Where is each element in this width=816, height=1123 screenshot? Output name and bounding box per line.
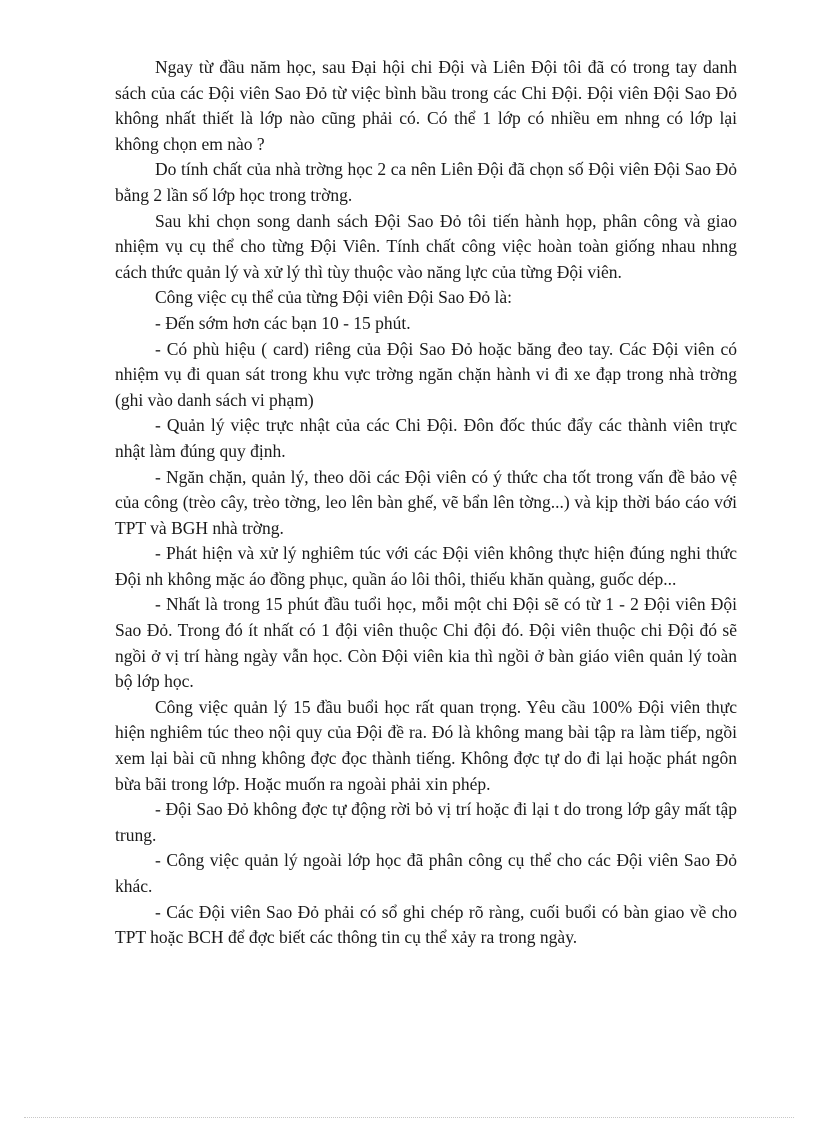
paragraph-11: Công việc quản lý 15 đầu buổi học rất quan trọng. Yêu cầu 100% Đội viên thực hiện nghiêm túc theo nội quy của Đội đề ra. Đó là không mang bài tập ra làm tiếp, ngồi xem lại bài cũ nhng không đợc đọc thành tiếng. Không đợc tự do đi lại hoặc phát ngôn bừa bãi trong lớp. Hoặc muốn ra ngoài phải xin phép. <box>115 696 737 794</box>
page-bottom-divider <box>24 1117 794 1118</box>
paragraph-6: - Có phù hiệu ( card) riêng của Đội Sao Đỏ hoặc băng đeo tay. Các Đội viên có nhiệm vụ đi quan sát trong khu vực trờng ngăn chặn hành vi đi xe đạp trong nhà trờng (ghi vào danh sách vi phạm) <box>115 338 737 410</box>
paragraph-13: - Công việc quản lý ngoài lớp học đã phân công cụ thể cho các Đội viên Sao Đỏ khác. <box>115 850 737 896</box>
paragraph-2: Do tính chất của nhà trờng học 2 ca nên Liên Đội đã chọn số Đội viên Đội Sao Đỏ bằng 2 lần số lớp học trong trờng. <box>115 159 737 205</box>
paragraph-5: - Đến sớm hơn các bạn 10 - 15 phút. <box>155 312 411 333</box>
paragraph-4: Công việc cụ thể của từng Đội viên Đội Sao Đỏ là: <box>155 287 512 308</box>
paragraph-1: Ngay từ đầu năm học, sau Đại hội chi Đội và Liên Đội tôi đã có trong tay danh sách của các Đội viên Sao Đỏ từ việc bình bầu trong các Chi Đội. Đội viên Đội Sao Đỏ không nhất thiết là lớp nào cũng phải có. Có thể 1 lớp có nhiều em nhng có lớp lại không chọn em nào ? <box>115 57 737 154</box>
paragraph-10: - Nhất là trong 15 phút đầu tuổi học, mỗi một chi Đội sẽ có từ 1 - 2 Đội viên Đội Sao Đỏ. Trong đó ít nhất có 1 đội viên thuộc Chi đội đó. Đội viên thuộc chi Đội đó sẽ ngồi ở vị trí hàng ngày vẫn học. Còn Đội viên kia thì ngồi ở bàn giáo viên quản lý toàn bộ lớp học. <box>115 594 737 692</box>
paragraph-12: - Đội Sao Đỏ không đợc tự động rời bỏ vị trí hoặc đi lại t do trong lớp gây mất tập trung. <box>115 799 737 845</box>
paragraph-8: - Ngăn chặn, quản lý, theo dõi các Đội viên có ý thức cha tốt trong vấn đề bảo vệ của công (trèo cây, trèo tờng, leo lên bàn ghế, vẽ bẩn lên tờng...) và kịp thời báo cáo với TPT và BGH nhà trờng. <box>115 466 737 538</box>
paragraph-9: - Phát hiện và xử lý nghiêm túc với các Đội viên không thực hiện đúng nghi thức Đội nh không mặc áo đồng phục, quần áo lôi thôi, thiếu khăn quàng, guốc dép... <box>115 543 737 589</box>
document-body <box>115 55 737 951</box>
paragraph-14: - Các Đội viên Sao Đỏ phải có sổ ghi chép rõ ràng, cuối buổi có bàn giao về cho TPT hoặc BCH để đợc biết các thông tin cụ thể xảy ra trong ngày. <box>115 901 737 948</box>
paragraph-7: - Quản lý việc trực nhật của các Chi Đội. Đôn đốc thúc đẩy các thành viên trực nhật làm đúng quy định. <box>115 415 737 461</box>
paragraph-3: Sau khi chọn song danh sách Đội Sao Đỏ tôi tiến hành họp, phân công và giao nhiệm vụ cụ thể cho từng Đội Viên. Tính chất công việc hoàn toàn giống nhau nhng cách thức quản lý và xử lý thì tùy thuộc vào năng lực của từng Đội viên. <box>115 210 737 282</box>
